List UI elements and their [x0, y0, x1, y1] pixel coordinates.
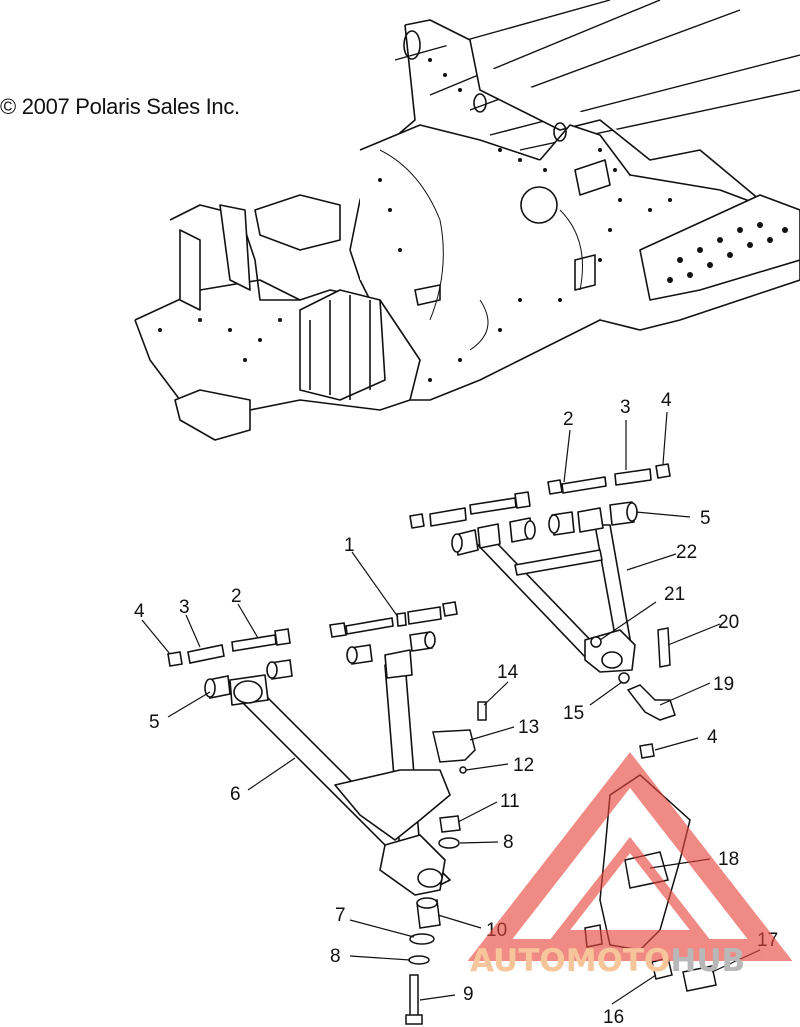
callout-1: 1 — [344, 535, 355, 556]
callout-10: 10 — [486, 920, 508, 941]
callout-14: 14 — [497, 662, 519, 683]
callout-8: 8 — [503, 832, 514, 853]
callout-2: 2 — [563, 409, 574, 430]
callout-6: 6 — [230, 784, 241, 805]
callout-5: 5 — [700, 508, 711, 529]
callout-22: 22 — [676, 542, 698, 563]
callout-7: 7 — [335, 905, 346, 926]
callout-12: 12 — [513, 755, 535, 776]
copyright-notice: © 2007 Polaris Sales Inc. — [0, 94, 240, 119]
callout-21: 21 — [664, 584, 686, 605]
callout-4: 4 — [134, 601, 145, 622]
callout-17: 17 — [757, 930, 779, 951]
callout-18: 18 — [718, 849, 740, 870]
chassis-frame — [135, 0, 800, 440]
callout-13: 13 — [518, 717, 540, 738]
lower-a-arm — [228, 650, 450, 895]
callout-16: 16 — [603, 1007, 625, 1027]
callout-4: 4 — [707, 727, 718, 748]
callout-4: 4 — [661, 390, 672, 411]
callout-8: 8 — [330, 946, 341, 967]
watermark-text-part1: AUTOMOTO — [470, 943, 671, 979]
callout-20: 20 — [718, 612, 740, 633]
upper-a-arm — [410, 464, 670, 672]
callout-2: 2 — [231, 586, 242, 607]
callout-3: 3 — [179, 597, 190, 618]
lower-arm-hardware — [168, 602, 457, 698]
callout-11: 11 — [500, 791, 520, 812]
callout-19: 19 — [713, 674, 735, 695]
callout-9: 9 — [463, 984, 474, 1005]
watermark-text — [470, 943, 745, 979]
watermark-text-part2: HUB — [670, 943, 746, 979]
callout-5: 5 — [149, 712, 160, 733]
callout-3: 3 — [620, 397, 631, 418]
callout-15: 15 — [563, 703, 585, 724]
